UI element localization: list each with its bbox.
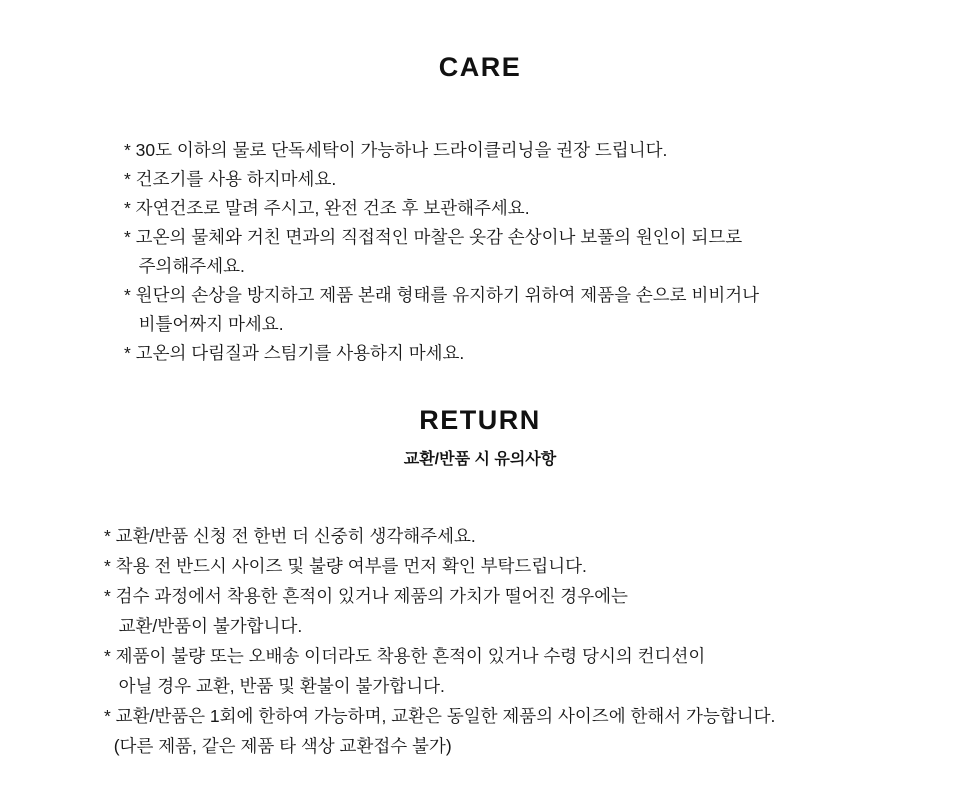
care-heading: CARE: [438, 52, 522, 82]
return-section: [0, 405, 960, 756]
care-list-item: * 고온의 다림질과 스팀기를 사용하지 마세요.: [124, 343, 465, 363]
care-section: [0, 52, 960, 363]
care-list-item: * 30도 이하의 물로 단독세탁이 가능하나 드라이클리닝을 권장 드립니다.: [124, 140, 668, 160]
return-subheading: 교환/반품 시 유의사항: [403, 451, 557, 468]
return-list-item: * 교환/반품은 1회에 한하여 가능하며, 교환은 동일한 제품의 사이즈에 한해서 가능합니다. (다른 제품, 같은 제품 타 색상 교환접수 불가): [104, 706, 776, 756]
care-list-item: * 고온의 물체와 거친 면과의 직접적인 마찰은 옷감 손상이나 보풀의 원인이 되므로 주의해주세요.: [124, 227, 743, 276]
care-list-item: * 건조기를 사용 하지마세요.: [124, 169, 337, 189]
care-list-item: * 원단의 손상을 방지하고 제품 본래 형태를 유지하기 위하여 제품을 손으로 비비거나 비틀어짜지 마세요.: [124, 285, 760, 334]
return-list-item: * 착용 전 반드시 사이즈 및 불량 여부를 먼저 확인 부탁드립니다.: [104, 556, 587, 576]
return-heading: RETURN: [419, 405, 541, 435]
care-list-item: * 자연건조로 말려 주시고, 완전 건조 후 보관해주세요.: [124, 198, 530, 218]
return-list-item: * 교환/반품 신청 전 한번 더 신중히 생각해주세요.: [104, 526, 476, 546]
return-policy-list: [104, 521, 904, 761]
return-list-item: * 검수 과정에서 착용한 흔적이 있거나 제품의 가치가 떨어진 경우에는 교환/반품이 불가합니다.: [104, 586, 628, 636]
return-list-item: * 제품이 불량 또는 오배송 이더라도 착용한 흔적이 있거나 수령 당시의 컨디션이 아닐 경우 교환, 반품 및 환불이 불가합니다.: [104, 646, 706, 696]
care-instruction-list: [124, 136, 884, 368]
